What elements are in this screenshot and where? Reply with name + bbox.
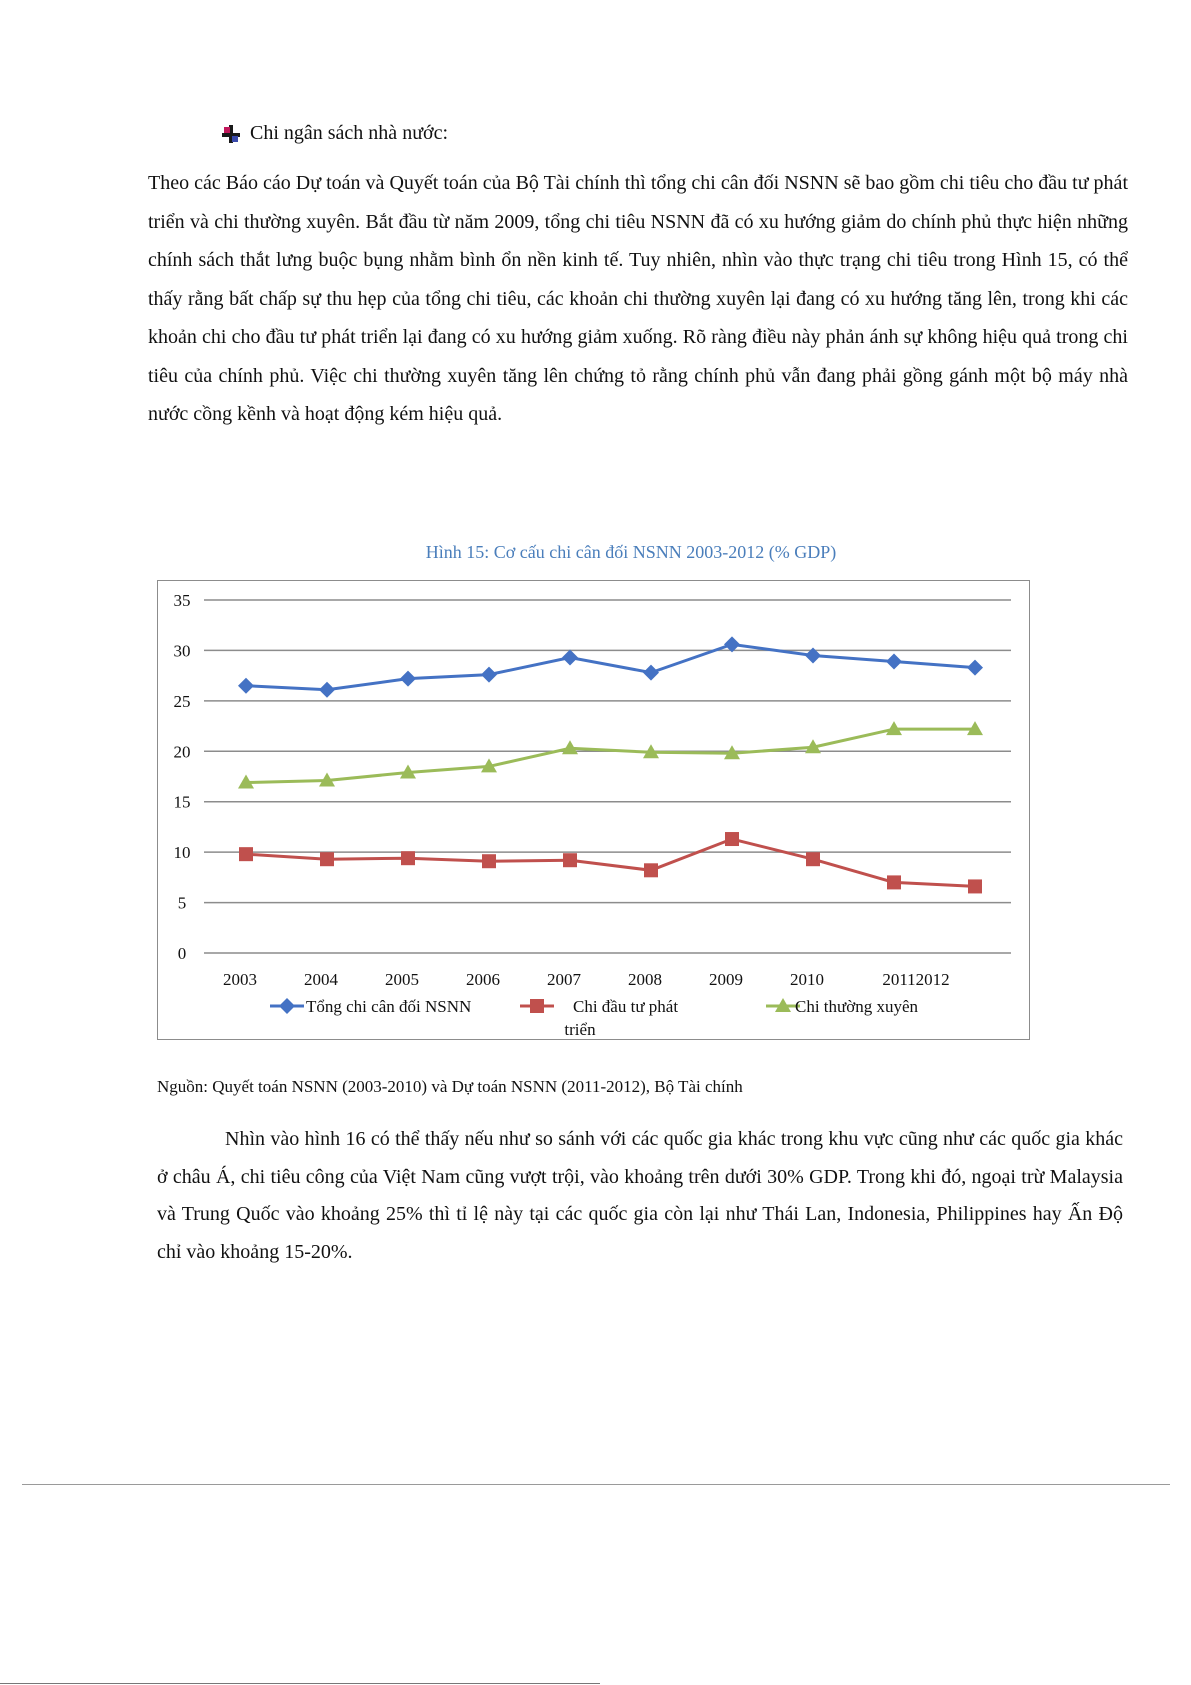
series-line [246, 839, 975, 886]
data-point [887, 875, 901, 889]
data-point [319, 682, 335, 698]
y-tick-label: 15 [173, 792, 191, 812]
series-2 [238, 721, 983, 788]
footnote-divider [0, 1683, 600, 1684]
legend-label: Tổng chi cân đối NSNN [306, 997, 472, 1016]
data-point [644, 863, 658, 877]
data-point [482, 854, 496, 868]
data-point [968, 879, 982, 893]
x-tick-label: 2008 [628, 970, 662, 989]
figure-title: Hình 15: Cơ cấu chi cân đối NSNN 2003-2012 (% GDP) [425, 542, 837, 562]
footer-divider [22, 1484, 1170, 1485]
data-point [238, 678, 254, 694]
series-1 [239, 832, 982, 893]
y-tick-label: 35 [173, 591, 191, 610]
section-heading [222, 122, 448, 145]
paragraph-2: Nhìn vào hình 16 có thể thấy nếu như so sánh với các quốc gia khác trong khu vực cũng như các quốc gia khác ở châu Á, chi tiêu công của Việt Nam cũng vượt trội, vào khoảng trên dưới 30% GDP. Trong khi đó, ngoại trừ Malaysia và Trung Quốc vào khoảng 25% thì tỉ lệ này tại các quốc gia còn lại như Thái Lan, Indonesia, Philippines hay Ấn Độ chỉ vào khoảng 15-20%. [157, 1128, 1123, 1263]
data-point [967, 660, 983, 676]
x-tick-label: 2003 [223, 970, 257, 989]
series-line [246, 729, 975, 782]
legend-label: Chi đầu tư phát [573, 997, 679, 1016]
data-point [320, 852, 334, 866]
data-point [239, 847, 253, 861]
y-tick-label: 20 [173, 742, 191, 762]
data-point [806, 852, 820, 866]
x-axis-ticks [223, 970, 950, 989]
paragraph-1: Theo các Báo cáo Dự toán và Quyết toán của Bộ Tài chính thì tổng chi cân đối NSNN sẽ bao gồm chi tiêu cho đầu tư phát triển và chi thường xuyên. Bắt đầu từ năm 2009, tổng chi tiêu NSNN đã có xu hướng giảm do chính phủ thực hiện những chính sách thắt lưng buộc bụng nhằm bình ổn nền kinh tế. Tuy nhiên, nhìn vào thực trạng chi tiêu trong Hình 15, có thể thấy rằng bất chấp sự thu hẹp của tổng chi tiêu, các khoản chi thường xuyên lại đang có xu hướng tăng lên, trong khi các khoản chi cho đầu tư phát triển lại đang có xu hướng giảm xuống. Rõ ràng điều này phản ánh sự không hiệu quả trong chi tiêu của chính phủ. Việc chi thường xuyên tăng lên chứng tỏ rằng chính phủ vẫn đang phải gồng gánh một bộ máy nhà nước cồng kềnh và hoạt động kém hiệu quả. [148, 172, 1128, 425]
data-point [563, 853, 577, 867]
y-tick-label: 30 [173, 641, 191, 661]
y-tick-label: 0 [177, 944, 187, 963]
x-tick-label: 2010 [790, 970, 824, 989]
line-chart [158, 581, 1029, 1039]
legend-label: Chi thường xuyên [795, 997, 919, 1016]
x-tick-label: 2006 [466, 970, 500, 989]
legend-marker [279, 998, 295, 1014]
x-tick-label: 20112012 [882, 970, 950, 989]
x-tick-label: 2009 [709, 970, 743, 989]
series-0 [238, 636, 983, 697]
chart-legend [270, 997, 919, 1039]
y-tick-label: 5 [177, 893, 187, 913]
data-point [562, 649, 578, 665]
y-tick-label: 25 [173, 691, 191, 711]
legend-label-continued: triển [564, 1020, 596, 1039]
y-axis-ticks [174, 591, 191, 963]
data-point [725, 832, 739, 846]
x-tick-label: 2007 [547, 970, 581, 989]
y-tick-label: 10 [173, 843, 191, 863]
data-point [400, 671, 416, 687]
x-tick-label: 2005 [385, 970, 419, 989]
section-heading-text: Chi ngân sách nhà nước: [250, 122, 449, 144]
data-point [481, 667, 497, 683]
bullet-icon [222, 125, 240, 143]
legend-marker [530, 999, 544, 1013]
data-point [886, 654, 902, 670]
data-point [643, 665, 659, 681]
series-line [246, 644, 975, 689]
x-tick-label: 2004 [304, 970, 338, 989]
source-note: Nguồn: Quyết toán NSNN (2003-2010) và Dự toán NSNN (2011-2012), Bộ Tài chính [157, 1077, 743, 1096]
chart-frame [157, 580, 1030, 1040]
chart-series [238, 636, 983, 893]
data-point [401, 851, 415, 865]
